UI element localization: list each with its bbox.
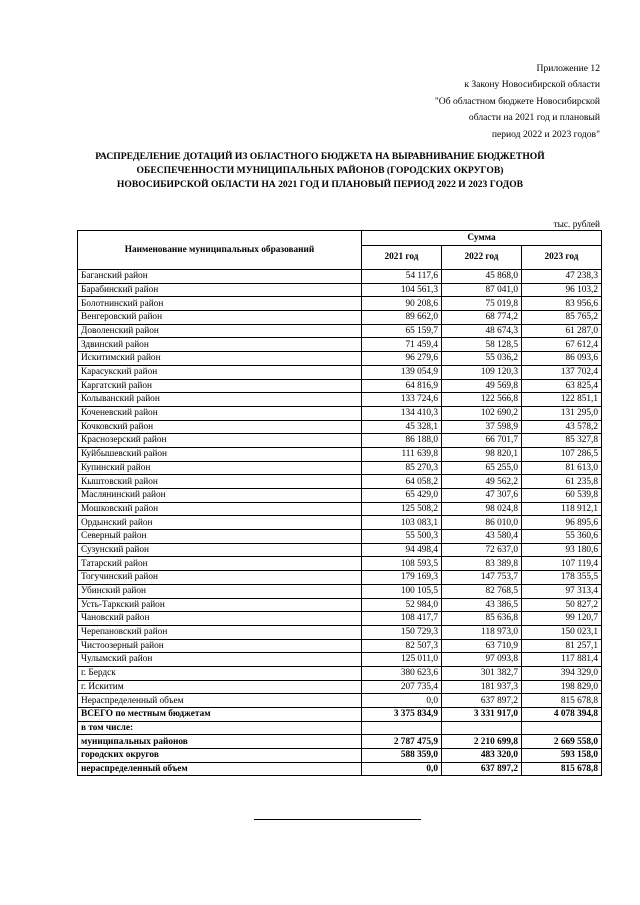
row-value: 97 093,8 bbox=[442, 653, 522, 667]
row-value: 52 984,0 bbox=[362, 598, 442, 612]
table-row bbox=[78, 489, 602, 503]
table-row bbox=[78, 735, 602, 749]
row-value: 150 023,1 bbox=[522, 625, 602, 639]
row-value: 89 662,0 bbox=[362, 311, 442, 325]
row-value: 637 897,2 bbox=[442, 762, 522, 776]
row-value: 37 598,9 bbox=[442, 420, 522, 434]
row-value: 394 329,0 bbox=[522, 666, 602, 680]
annex-line: "Об областном бюджете Новосибирской bbox=[434, 95, 600, 107]
row-value: 71 459,4 bbox=[362, 338, 442, 352]
row-value: 55 500,3 bbox=[362, 530, 442, 544]
row-value: 4 078 394,8 bbox=[522, 708, 602, 722]
table-row bbox=[78, 557, 602, 571]
row-value: 178 355,5 bbox=[522, 571, 602, 585]
row-value: 94 498,4 bbox=[362, 543, 442, 557]
row-name: Карасукский район bbox=[78, 365, 362, 379]
row-value: 63 825,4 bbox=[522, 379, 602, 393]
row-name: Усть-Таркский район bbox=[78, 598, 362, 612]
table-row bbox=[78, 352, 602, 366]
row-value: 593 158,0 bbox=[522, 749, 602, 763]
row-value: 93 180,6 bbox=[522, 543, 602, 557]
table-row bbox=[78, 680, 602, 694]
table-row bbox=[78, 598, 602, 612]
row-value: 588 359,0 bbox=[362, 749, 442, 763]
row-value: 47 238,3 bbox=[522, 270, 602, 284]
row-value: 82 507,3 bbox=[362, 639, 442, 653]
row-name: Чулымский район bbox=[78, 653, 362, 667]
row-value: 100 105,5 bbox=[362, 584, 442, 598]
title-line: НОВОСИБИРСКОЙ ОБЛАСТИ НА 2021 ГОД И ПЛАНОВЫЙ ПЕРИОД 2022 И 2023 ГОДОВ bbox=[116, 179, 524, 190]
row-name: Доволенский район bbox=[78, 324, 362, 338]
row-value: 2 210 699,8 bbox=[442, 735, 522, 749]
row-value: 0,0 bbox=[362, 762, 442, 776]
document-title bbox=[40, 150, 600, 192]
title-line: РАСПРЕДЕЛЕНИЕ ДОТАЦИЙ ИЗ ОБЛАСТНОГО БЮДЖЕТА НА ВЫРАВНИВАНИЕ БЮДЖЕТНОЙ bbox=[95, 151, 545, 162]
row-value: 131 295,0 bbox=[522, 406, 602, 420]
units-label: тыс. рублей bbox=[553, 220, 600, 230]
row-value: 96 103,2 bbox=[522, 283, 602, 297]
row-value: 65 159,7 bbox=[362, 324, 442, 338]
row-value: 45 328,1 bbox=[362, 420, 442, 434]
table-row bbox=[78, 639, 602, 653]
row-name: ВСЕГО по местным бюджетам bbox=[78, 708, 362, 722]
table-row bbox=[78, 406, 602, 420]
row-value: 67 612,4 bbox=[522, 338, 602, 352]
row-name: г. Искитим bbox=[78, 680, 362, 694]
row-value: 134 410,3 bbox=[362, 406, 442, 420]
row-name: Барабинский район bbox=[78, 283, 362, 297]
row-name: Искитимский район bbox=[78, 352, 362, 366]
row-value: 55 036,2 bbox=[442, 352, 522, 366]
row-value: 122 566,8 bbox=[442, 393, 522, 407]
row-value: 87 041,0 bbox=[442, 283, 522, 297]
row-value: 118 973,0 bbox=[442, 625, 522, 639]
empty-cell bbox=[362, 721, 442, 735]
row-name: Черепановский район bbox=[78, 625, 362, 639]
row-value: 90 208,6 bbox=[362, 297, 442, 311]
annex-line: период 2022 и 2023 годов" bbox=[491, 128, 600, 140]
row-name: Баганский район bbox=[78, 270, 362, 284]
row-name: Нераспределенный объем bbox=[78, 694, 362, 708]
row-value: 86 093,6 bbox=[522, 352, 602, 366]
row-value: 104 561,3 bbox=[362, 283, 442, 297]
table-row bbox=[78, 625, 602, 639]
row-value: 43 580,4 bbox=[442, 530, 522, 544]
column-header-year: 2022 год bbox=[442, 246, 522, 270]
table-row bbox=[78, 502, 602, 516]
row-name: Северный район bbox=[78, 530, 362, 544]
row-value: 43 578,2 bbox=[522, 420, 602, 434]
row-value: 64 058,2 bbox=[362, 475, 442, 489]
row-value: 125 508,2 bbox=[362, 502, 442, 516]
row-value: 122 851,1 bbox=[522, 393, 602, 407]
row-name: Колыванский район bbox=[78, 393, 362, 407]
table-row bbox=[78, 379, 602, 393]
row-name: Тогучинский район bbox=[78, 571, 362, 585]
row-value: 48 674,3 bbox=[442, 324, 522, 338]
table-row bbox=[78, 311, 602, 325]
row-name: Мошковский район bbox=[78, 502, 362, 516]
row-value: 61 287,0 bbox=[522, 324, 602, 338]
row-name: Кыштовский район bbox=[78, 475, 362, 489]
row-value: 43 386,5 bbox=[442, 598, 522, 612]
table-row bbox=[78, 762, 602, 776]
row-name: Болотнинский район bbox=[78, 297, 362, 311]
table-row bbox=[78, 297, 602, 311]
row-value: 0,0 bbox=[362, 694, 442, 708]
row-name: городских округов bbox=[78, 749, 362, 763]
row-value: 198 829,0 bbox=[522, 680, 602, 694]
row-value: 139 054,9 bbox=[362, 365, 442, 379]
table-row bbox=[78, 694, 602, 708]
table-row bbox=[78, 612, 602, 626]
row-value: 81 257,1 bbox=[522, 639, 602, 653]
table-row bbox=[78, 461, 602, 475]
table-row bbox=[78, 434, 602, 448]
annex-reference bbox=[435, 61, 600, 143]
row-value: 150 729,3 bbox=[362, 625, 442, 639]
row-value: 82 768,5 bbox=[442, 584, 522, 598]
row-value: 380 623,6 bbox=[362, 666, 442, 680]
row-value: 637 897,2 bbox=[442, 694, 522, 708]
row-value: 75 019,8 bbox=[442, 297, 522, 311]
row-value: 55 360,6 bbox=[522, 530, 602, 544]
title-line: ОБЕСПЕЧЕННОСТИ МУНИЦИПАЛЬНЫХ РАЙОНОВ (ГОРОДСКИХ ОКРУГОВ) bbox=[136, 165, 504, 176]
row-name: нераспределенный объем bbox=[78, 762, 362, 776]
row-value: 98 024,8 bbox=[442, 502, 522, 516]
row-value: 107 286,5 bbox=[522, 447, 602, 461]
row-value: 147 753,7 bbox=[442, 571, 522, 585]
column-header-sum: Сумма bbox=[362, 231, 602, 246]
row-value: 179 169,3 bbox=[362, 571, 442, 585]
row-value: 133 724,6 bbox=[362, 393, 442, 407]
subsidy-table bbox=[77, 230, 602, 776]
table-row bbox=[78, 571, 602, 585]
row-value: 45 868,0 bbox=[442, 270, 522, 284]
row-value: 137 702,4 bbox=[522, 365, 602, 379]
column-header-year: 2021 год bbox=[362, 246, 442, 270]
row-value: 125 011,0 bbox=[362, 653, 442, 667]
row-value: 83 956,6 bbox=[522, 297, 602, 311]
row-name: Куйбышевский район bbox=[78, 447, 362, 461]
column-header-year: 2023 год bbox=[522, 246, 602, 270]
row-name: Каргатский район bbox=[78, 379, 362, 393]
row-value: 2 669 558,0 bbox=[522, 735, 602, 749]
row-value: 68 774,2 bbox=[442, 311, 522, 325]
row-value: 49 562,2 bbox=[442, 475, 522, 489]
table-row bbox=[78, 475, 602, 489]
row-value: 207 735,4 bbox=[362, 680, 442, 694]
row-value: 65 255,0 bbox=[442, 461, 522, 475]
row-name: Маслянинский район bbox=[78, 489, 362, 503]
table-row bbox=[78, 666, 602, 680]
row-value: 47 307,6 bbox=[442, 489, 522, 503]
row-value: 111 639,8 bbox=[362, 447, 442, 461]
table-row bbox=[78, 365, 602, 379]
annex-line: к Закону Новосибирской области bbox=[464, 79, 600, 91]
row-name: Чистоозерный район bbox=[78, 639, 362, 653]
row-value: 108 417,7 bbox=[362, 612, 442, 626]
row-value: 815 678,8 bbox=[522, 694, 602, 708]
table-row bbox=[78, 324, 602, 338]
row-value: 85 765,2 bbox=[522, 311, 602, 325]
row-value: 2 787 475,9 bbox=[362, 735, 442, 749]
row-name: Татарский район bbox=[78, 557, 362, 571]
row-name: Краснозерский район bbox=[78, 434, 362, 448]
table-row bbox=[78, 420, 602, 434]
row-value: 103 083,1 bbox=[362, 516, 442, 530]
table-row bbox=[78, 530, 602, 544]
empty-cell bbox=[442, 721, 522, 735]
table-row bbox=[78, 653, 602, 667]
row-name: Купинский район bbox=[78, 461, 362, 475]
row-value: 99 120,7 bbox=[522, 612, 602, 626]
table-row bbox=[78, 584, 602, 598]
table-row bbox=[78, 543, 602, 557]
row-value: 108 593,5 bbox=[362, 557, 442, 571]
row-value: 86 010,0 bbox=[442, 516, 522, 530]
row-value: 61 235,8 bbox=[522, 475, 602, 489]
row-value: 72 637,0 bbox=[442, 543, 522, 557]
row-value: 58 128,5 bbox=[442, 338, 522, 352]
row-value: 85 270,3 bbox=[362, 461, 442, 475]
table-row bbox=[78, 393, 602, 407]
row-name: г. Бердск bbox=[78, 666, 362, 680]
table-row bbox=[78, 283, 602, 297]
row-value: 96 279,6 bbox=[362, 352, 442, 366]
row-value: 64 816,9 bbox=[362, 379, 442, 393]
row-value: 60 539,8 bbox=[522, 489, 602, 503]
row-value: 107 119,4 bbox=[522, 557, 602, 571]
row-value: 3 375 834,9 bbox=[362, 708, 442, 722]
row-value: 3 331 917,0 bbox=[442, 708, 522, 722]
row-value: 102 690,2 bbox=[442, 406, 522, 420]
column-header-name: Наименование муниципальных образований bbox=[78, 231, 362, 270]
row-name: Ордынский район bbox=[78, 516, 362, 530]
row-value: 63 710,9 bbox=[442, 639, 522, 653]
table-row bbox=[78, 447, 602, 461]
row-value: 81 613,0 bbox=[522, 461, 602, 475]
row-value: 54 117,6 bbox=[362, 270, 442, 284]
row-value: 83 389,8 bbox=[442, 557, 522, 571]
table-row bbox=[78, 708, 602, 722]
row-name: муниципальных районов bbox=[78, 735, 362, 749]
row-value: 65 429,0 bbox=[362, 489, 442, 503]
row-value: 118 912,1 bbox=[522, 502, 602, 516]
row-value: 98 820,1 bbox=[442, 447, 522, 461]
row-name: Чановский район bbox=[78, 612, 362, 626]
annex-line: Приложение 12 bbox=[536, 63, 600, 74]
row-name: Убинский район bbox=[78, 584, 362, 598]
table-row bbox=[78, 721, 602, 735]
row-value: 483 320,0 bbox=[442, 749, 522, 763]
row-value: 181 937,3 bbox=[442, 680, 522, 694]
row-value: 66 701,7 bbox=[442, 434, 522, 448]
table-row bbox=[78, 749, 602, 763]
end-separator-line bbox=[254, 819, 421, 820]
row-value: 85 327,8 bbox=[522, 434, 602, 448]
table-row bbox=[78, 338, 602, 352]
row-value: 97 313,4 bbox=[522, 584, 602, 598]
row-name: Кочковский район bbox=[78, 420, 362, 434]
annex-line: области на 2021 год и плановый bbox=[468, 112, 600, 124]
row-value: 86 188,0 bbox=[362, 434, 442, 448]
empty-cell bbox=[522, 721, 602, 735]
row-value: 49 569,8 bbox=[442, 379, 522, 393]
row-name: Здвинский район bbox=[78, 338, 362, 352]
table-row bbox=[78, 270, 602, 284]
row-value: 109 120,3 bbox=[442, 365, 522, 379]
row-value: 301 382,7 bbox=[442, 666, 522, 680]
including-label: в том числе: bbox=[78, 721, 362, 735]
row-value: 117 881,4 bbox=[522, 653, 602, 667]
row-value: 815 678,8 bbox=[522, 762, 602, 776]
row-name: Венгеровский район bbox=[78, 311, 362, 325]
table-row bbox=[78, 516, 602, 530]
row-name: Коченевский район bbox=[78, 406, 362, 420]
row-value: 50 827,2 bbox=[522, 598, 602, 612]
row-name: Сузунский район bbox=[78, 543, 362, 557]
row-value: 96 895,6 bbox=[522, 516, 602, 530]
row-value: 85 636,8 bbox=[442, 612, 522, 626]
